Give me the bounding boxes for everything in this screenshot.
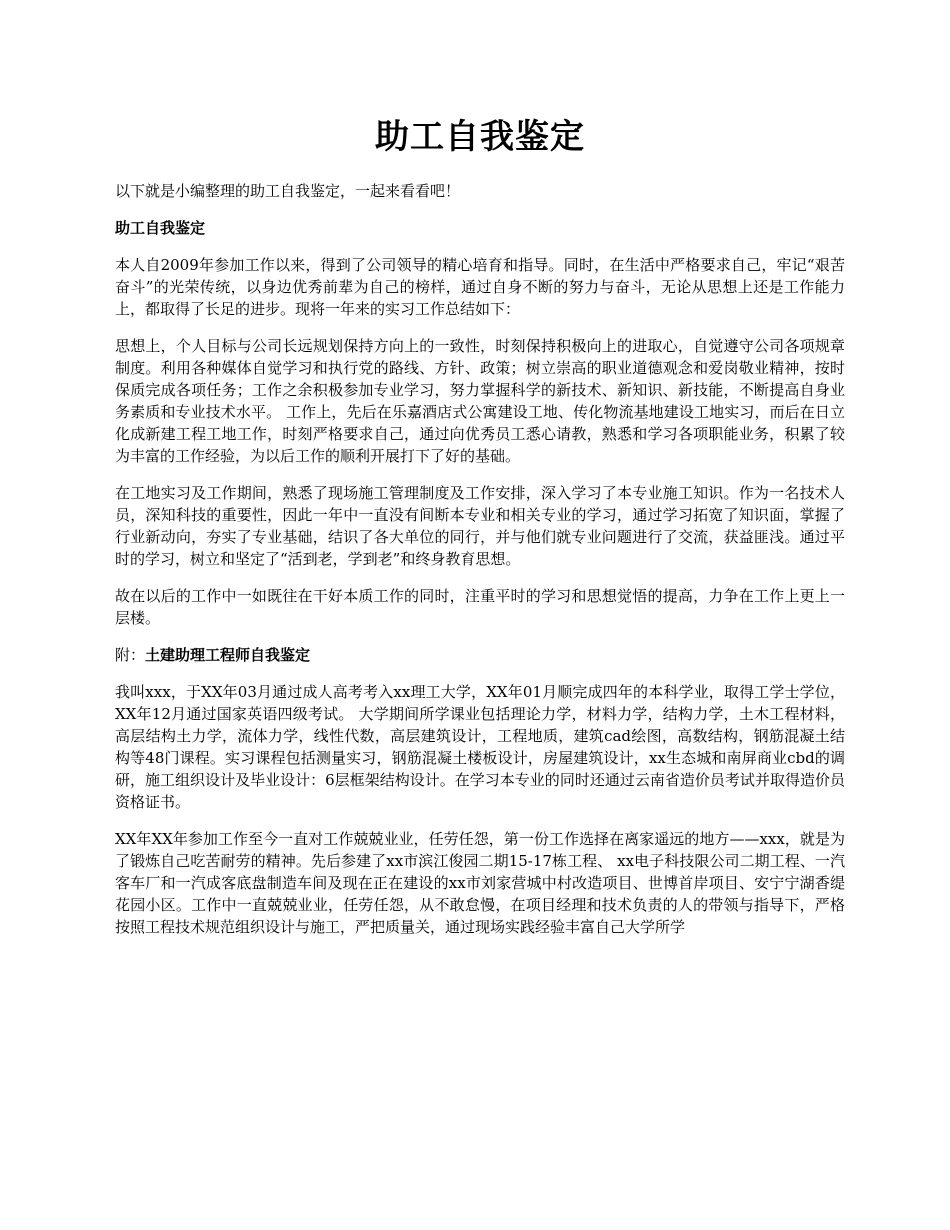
appendix-heading-line (115, 644, 845, 666)
appendix-heading: 土建助理工程师自我鉴定 (145, 646, 311, 664)
body-paragraph: 故在以后的工作中一如既往在干好本质工作的同时，注重平时的学习和思想觉悟的提高，力争在工作上更上一层楼。 (115, 587, 845, 627)
body-paragraph: 在工地实习及工作期间，熟悉了现场施工管理制度及工作安排，深入学习了本专业施工知识。作为一名技术人员，深知科技的重要性，因此一年中一直没有间断本专业和相关专业的学习，通过学习拓宽了知识面，掌握了行业新动向，夯实了专业基础，结识了各大单位的同行，并与他们就专业问题进行了交流，获益匪浅。通过平时的学习，树立和坚定了“活到老，学到老”和终身教育思想。 (115, 484, 845, 568)
document-title: 助工自我鉴定 (375, 117, 585, 157)
body-paragraph: 思想上，个人目标与公司长远规划保持方向上的一致性，时刻保持积极向上的进取心，自觉遵守公司各项规章制度。利用各种媒体自觉学习和执行党的路线、方针、政策；树立崇高的职业道德观念和爱岗敬业精神，按时保质完成各项任务；工作之余积极参加专业学习，努力掌握科学的新技术、新知识、新技能，不断提高自身业务素质和专业技术水平。 工作上，先后在乐嘉酒店式公寓建设工地、传化物流基地建设工地实习，而后在日立化成新建工程工地工作，时刻严格要求自己，通过向优秀员工悉心请教，熟悉和学习各项职能业务，积累了较为丰富的工作经验，为以后工作的顺利开展打下了好的基础。 (115, 337, 845, 465)
appendix-paragraph: XX年XX年参加工作至今一直对工作兢兢业业，任劳任怨，第一份工作选择在离家遥远的地方——xxx，就是为了锻炼自己吃苦耐劳的精神。先后参建了xx市滨江俊园二期15-17栋工程、 xx电子科技限公司二期工程、一汽客车厂和一汽成客底盘制造车间及现在正在建设的xx市刘家营城中村改造项目、世博首岸项目、安宁宁湖香缇花园小区。工作中一直兢兢业业，任劳任怨，从不敢怠慢，在项目经理和技术负责的人的带领与指导下，严格按照工程技术规范组织设计与施工，严把质量关，通过现场实践经验丰富自己大学所学 (115, 830, 845, 936)
document-body (115, 180, 845, 953)
appendix-prefix: 附： (115, 646, 146, 664)
appendix-paragraph: 我叫xxx，于XX年03月通过成人高考考入xx理工大学，XX年01月顺完成四年的本科学业，取得工学士学位，XX年12月通过国家英语四级考试。 大学期间所学课业包括理论力学，材料力学，结构力学，土木工程材料，高层结构土力学，流体力学，线性代数，高层建筑设计，工程地质，建筑cad绘图，高数结构，钢筋混凝土结构等48门课程。实习课程包括测量实习，钢筋混凝土楼板设计，房屋建筑设计，xx生态城和南屏商业cbd的调研，施工组织设计及毕业设计：6层框架结构设计。在学习本专业的同时还通过云南省造价员考试并取得造价员资格证书。 (115, 683, 845, 811)
section-heading: 助工自我鉴定 (115, 219, 206, 237)
body-paragraph: 本人自2009年参加工作以来，得到了公司领导的精心培育和指导。同时，在生活中严格要求自己，牢记“艰苦奋斗”的光荣传统，以身边优秀前辈为自己的榜样，通过自身不断的努力与奋斗，无论从思想上还是工作能力上，都取得了长足的进步。现将一年来的实习工作总结如下： (115, 256, 845, 318)
intro-paragraph: 以下就是小编整理的助工自我鉴定，一起来看看吧！ (115, 182, 461, 200)
